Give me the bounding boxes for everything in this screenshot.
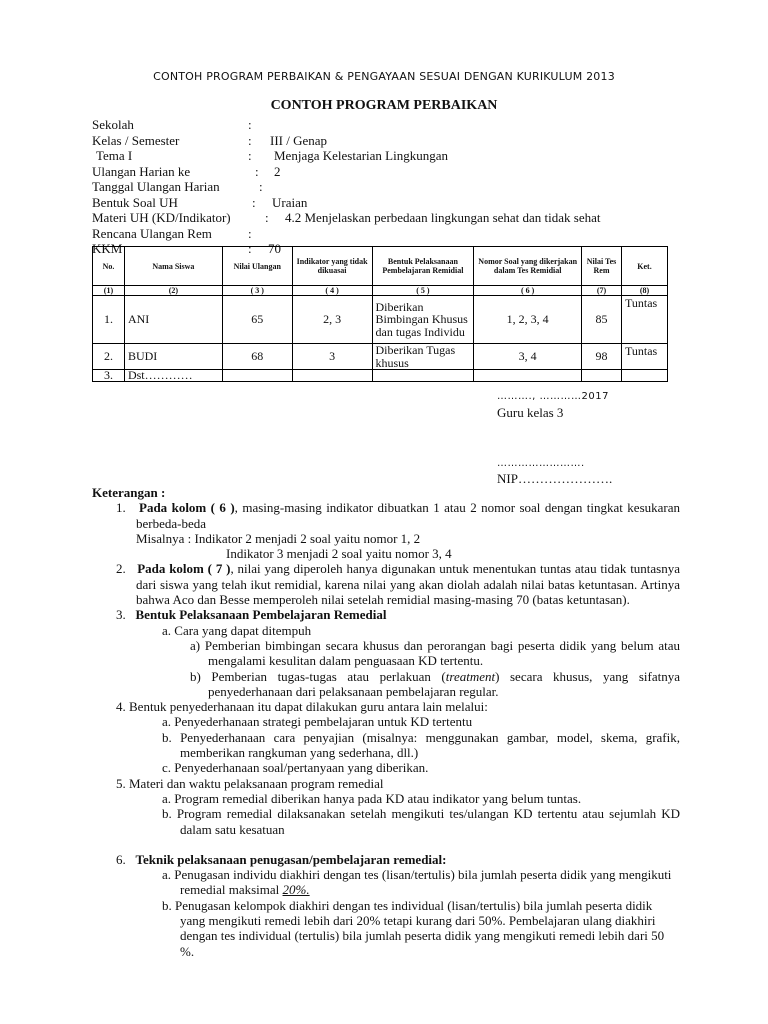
note-6a bbox=[92, 867, 680, 898]
info-colon: : bbox=[248, 117, 252, 132]
info-value: 4.2 Menjelaskan perbedaan lingkungan sehat dan tidak sehat bbox=[285, 210, 601, 225]
signature-name-line: ……………………. bbox=[497, 458, 585, 469]
note-percent: 20%. bbox=[282, 882, 310, 898]
note-4a: a. Penyederhanaan strategi pembelajaran untuk KD tertentu bbox=[162, 714, 473, 730]
info-label: KKM bbox=[92, 241, 123, 256]
note-5a: a. Program remedial diberikan hanya pada KD atau indikator yang belum tuntas. bbox=[162, 790, 582, 806]
note-number: 3. bbox=[116, 607, 126, 623]
cell-indikator bbox=[292, 370, 372, 382]
note-text: , nilai yang diperoleh hanya digunakan untuk menentukan tuntas atau tidak tuntasnya dari siswa yang telah ikut remidial, karena nilai yang akan diolah adalah nilai batas ketuntasan. Artinya bahwa Aco dan Besse memperoleh nilai setelah remidial masing-masing 70 (batas ketuntasan). bbox=[136, 561, 681, 608]
note-bold: Pada kolom ( 7 ) bbox=[137, 561, 231, 577]
header-cell: Indikator yang tidak dikuasai bbox=[292, 247, 372, 286]
notes-heading: Keterangan : bbox=[92, 485, 166, 500]
info-label: Rencana Ulangan Rem bbox=[92, 225, 212, 241]
info-value: Menjaga Kelestarian Lingkungan bbox=[274, 148, 448, 163]
note-number: 1. bbox=[116, 500, 126, 516]
column-number: ( 6 ) bbox=[474, 286, 582, 296]
column-number: (8) bbox=[621, 286, 667, 296]
cell-nilai bbox=[222, 370, 292, 382]
info-value: Uraian bbox=[272, 194, 308, 210]
header-cell: Bentuk Pelaksanaan Pembelajaran Remidial bbox=[372, 247, 474, 286]
table-header-row bbox=[93, 247, 668, 286]
signature-nip: NIP…………………. bbox=[497, 471, 613, 486]
note-item-1 bbox=[92, 500, 680, 531]
info-value: 2 bbox=[274, 163, 281, 179]
signature-role: Guru kelas 3 bbox=[497, 405, 564, 420]
info-colon: : bbox=[248, 225, 252, 241]
notes-block bbox=[92, 485, 680, 959]
note-item-6 bbox=[92, 852, 680, 867]
column-number: ( 4 ) bbox=[292, 286, 372, 296]
note-5b: b. Program remedial dilaksanakan setelah mengikuti tes/ulangan KD tertentu atau sejumlah KD dalam satu kesatuan bbox=[162, 806, 680, 837]
column-number: (1) bbox=[93, 286, 125, 296]
note-3a-2 bbox=[92, 669, 680, 700]
cell-nama: BUDI bbox=[124, 344, 222, 370]
cell-bentuk bbox=[372, 370, 474, 382]
info-colon: : bbox=[248, 148, 252, 163]
note-number: 6. bbox=[116, 851, 126, 867]
note-text: ) secara khusus, yang sifatnya penyederhanaan dari pelaksanaan pembelajaran regular. bbox=[208, 668, 680, 699]
info-colon: : bbox=[255, 163, 259, 179]
header-cell: Ket. bbox=[621, 247, 667, 286]
cell-nama: ANI bbox=[124, 296, 222, 344]
cell-tes: 85 bbox=[582, 296, 622, 344]
note-item-3 bbox=[92, 607, 680, 622]
note-bold: Pada kolom ( 6 ) bbox=[139, 500, 235, 516]
header-cell: Nilai Ulangan bbox=[222, 247, 292, 286]
info-label: Tanggal Ulangan Harian bbox=[92, 179, 220, 194]
cell-nilai: 65 bbox=[222, 296, 292, 344]
column-number-row bbox=[93, 286, 668, 296]
info-colon: : bbox=[248, 241, 252, 256]
info-value: III / Genap bbox=[270, 132, 328, 148]
note-3a-1: a) Pemberian bimbingan secara khusus dan perorangan bagi peserta didik yang belum atau mengalami kesulitan dalam penguasaan KD tertentu. bbox=[190, 637, 680, 669]
cell-indikator: 3 bbox=[292, 344, 372, 370]
column-number: (2) bbox=[124, 286, 222, 296]
note-example-1: Misalnya : Indikator 2 menjadi 2 soal yaitu nomor 1, 2 bbox=[136, 530, 421, 546]
info-colon: : bbox=[265, 210, 269, 225]
cell-tes bbox=[582, 370, 622, 382]
cell-tes: 98 bbox=[582, 344, 622, 370]
note-4b: b. Penyederhanaan cara penyajian (misalnya: menggunakan gambar, model, skema, grafik, memberikan rangkuman yang sederhana, dll.) bbox=[162, 729, 680, 761]
cell-nomor bbox=[474, 370, 582, 382]
cell-bentuk: Diberikan Tugas khusus bbox=[372, 344, 474, 370]
header-cell: Nama Siswa bbox=[124, 247, 222, 286]
info-value: 70 bbox=[268, 241, 281, 256]
header-cell: Nilai Tes Rem bbox=[582, 247, 622, 286]
info-label: Tema I bbox=[96, 148, 133, 163]
note-text: a. Penugasan individu diakhiri dengan tes (lisan/tertulis) bila jumlah peserta didik yang mengikuti remedial maksimal bbox=[162, 867, 672, 898]
cell-nomor: 3, 4 bbox=[474, 344, 582, 370]
column-number: ( 5 ) bbox=[372, 286, 474, 296]
note-example-2: Indikator 3 menjadi 2 soal yaitu nomor 3, 4 bbox=[226, 546, 452, 562]
note-text: b) Pemberian tugas-tugas atau perlakuan ( bbox=[190, 668, 446, 684]
note-bold: Bentuk Pelaksanaan Pembelajaran Remedial bbox=[135, 607, 387, 623]
document-title: CONTOH PROGRAM PERBAIKAN & PENGAYAAN SESUAI DENGAN KURIKULUM 2013 bbox=[153, 70, 615, 83]
column-number: ( 3 ) bbox=[222, 286, 292, 296]
cell-no: 2. bbox=[93, 344, 125, 370]
note-6b: b. Penugasan kelompok diakhiri dengan tes individual (lisan/tertulis) bila jumlah peserta didik yang mengikuti remedi lebih dari 20% tetapi kurang dari 50%. Pembelajaran ulang diakhiri dengan tes individual (tertulis) bila jumlah peserta didik yang mengikuti remedi lebih dari 50 %. bbox=[162, 897, 665, 959]
cell-nomor: 1, 2, 3, 4 bbox=[474, 296, 582, 344]
note-item-4: 4. Bentuk penyederhanaan itu dapat dilakukan guru antara lain melalui: bbox=[116, 699, 488, 715]
info-colon: : bbox=[259, 179, 263, 194]
table-row bbox=[93, 296, 668, 344]
cell-no: 1. bbox=[93, 296, 125, 344]
remedial-table bbox=[92, 246, 668, 382]
info-colon: : bbox=[248, 132, 252, 148]
signature-date: ………., …………2017 bbox=[497, 391, 609, 402]
note-item-5: 5. Materi dan waktu pelaksanaan program remedial bbox=[116, 775, 384, 791]
header-cell: No. bbox=[93, 247, 125, 286]
info-label: Materi UH (KD/Indikator) bbox=[92, 210, 231, 225]
info-label: Bentuk Soal UH bbox=[92, 194, 178, 210]
note-number: 2. bbox=[116, 561, 126, 577]
note-item-2 bbox=[92, 561, 680, 607]
cell-ket: Tuntas bbox=[621, 344, 667, 370]
section-title: CONTOH PROGRAM PERBAIKAN bbox=[270, 98, 498, 113]
cell-bentuk: Diberikan Bimbingan Khusus dan tugas Individu bbox=[372, 296, 474, 344]
cell-nama: Dst………… bbox=[124, 370, 222, 382]
info-label: Kelas / Semester bbox=[92, 132, 180, 148]
info-label: Ulangan Harian ke bbox=[92, 163, 191, 179]
note-4c: c. Penyederhanaan soal/pertanyaan yang diberikan. bbox=[162, 760, 429, 776]
note-3a: a. Cara yang dapat ditempuh bbox=[162, 622, 312, 638]
cell-ket: Tuntas bbox=[621, 296, 667, 344]
note-text: , masing-masing indikator dibuatkan 1 atau 2 nomor soal dengan tingkat kesukaran berbeda-beda bbox=[136, 500, 681, 531]
info-label: Sekolah bbox=[92, 117, 134, 132]
note-bold: Teknik pelaksanaan penugasan/pembelajaran remedial: bbox=[135, 851, 447, 867]
cell-ket bbox=[621, 370, 667, 382]
table-row bbox=[93, 344, 668, 370]
info-colon: : bbox=[252, 194, 256, 210]
note-italic: treatment bbox=[445, 668, 496, 684]
cell-nilai: 68 bbox=[222, 344, 292, 370]
table-row bbox=[93, 370, 668, 382]
header-cell: Nomor Soal yang dikerjakan dalam Tes Remidial bbox=[474, 247, 582, 286]
cell-no: 3. bbox=[93, 370, 125, 382]
cell-indikator: 2, 3 bbox=[292, 296, 372, 344]
column-number: (7) bbox=[582, 286, 622, 296]
